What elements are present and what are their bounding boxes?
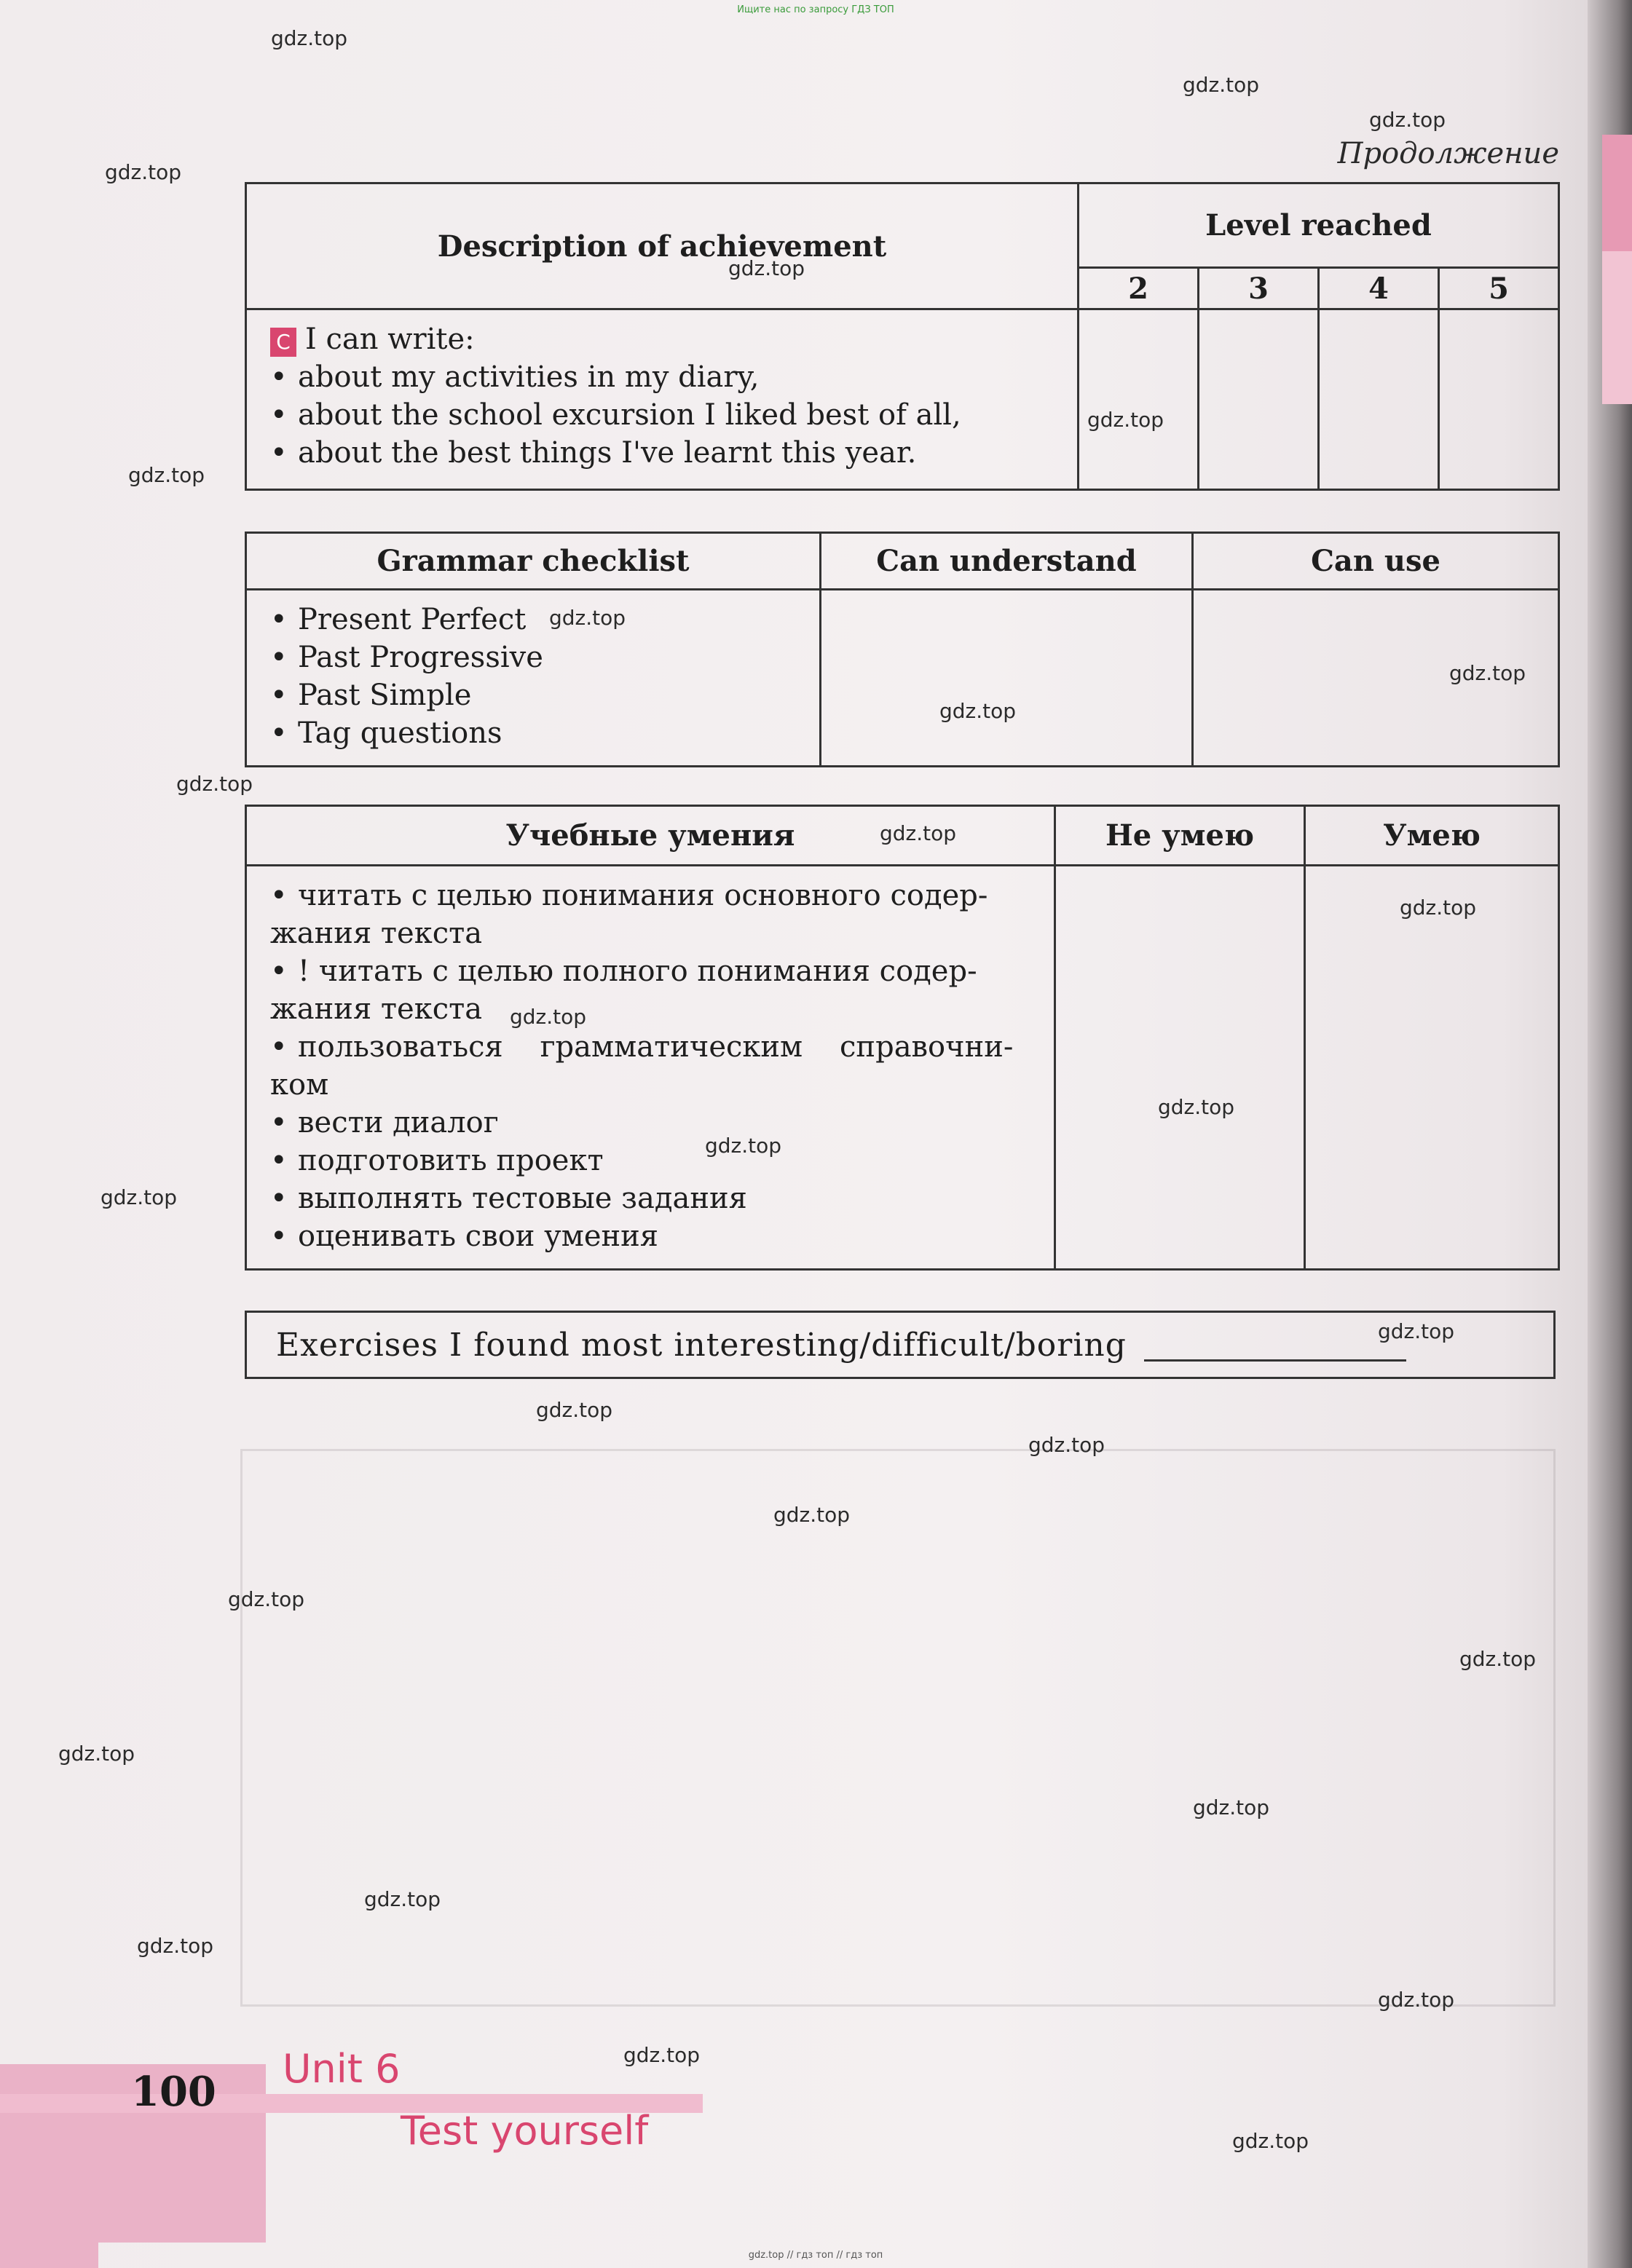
watermark: gdz.top bbox=[271, 26, 348, 50]
can-understand-header: Can understand bbox=[821, 533, 1193, 590]
watermark: gdz.top bbox=[58, 1742, 135, 1766]
can-cell[interactable] bbox=[1305, 866, 1559, 1270]
level-4: 4 bbox=[1319, 268, 1439, 309]
watermark: gdz.top bbox=[1378, 1988, 1455, 2012]
bleed-through-table bbox=[240, 1449, 1556, 2007]
can-understand-cell[interactable] bbox=[821, 590, 1193, 767]
watermark: gdz.top bbox=[1459, 1647, 1537, 1671]
level-2-cell[interactable] bbox=[1079, 309, 1199, 490]
list-item: • Present Perfect bbox=[270, 603, 527, 636]
list-item: • Tag questions bbox=[270, 716, 502, 750]
level-5-cell[interactable] bbox=[1439, 309, 1559, 490]
list-item: • Past Progressive bbox=[270, 641, 543, 674]
watermark: gdz.top bbox=[1183, 73, 1260, 97]
site-header-text: Ищите нас по запросу ГДЗ ТОП bbox=[737, 4, 894, 15]
can-header: Умею bbox=[1305, 806, 1559, 866]
can-use-header: Can use bbox=[1193, 533, 1559, 590]
watermark: gdz.top bbox=[705, 1134, 782, 1158]
list-item: • about my activities in my diary, bbox=[270, 360, 760, 394]
cannot-cell[interactable] bbox=[1055, 866, 1305, 1270]
watermark: gdz.top bbox=[1369, 108, 1446, 132]
list-item: • подготовить проект bbox=[270, 1144, 604, 1177]
list-item: • about the best things I've learnt this year. bbox=[270, 436, 917, 470]
skills-items-cell bbox=[246, 866, 1055, 1270]
watermark: gdz.top bbox=[1378, 1319, 1455, 1343]
skills-header: Учебные умения bbox=[246, 806, 1055, 866]
level-3-cell[interactable] bbox=[1199, 309, 1319, 490]
section-title: Test yourself bbox=[401, 2108, 649, 2154]
watermark: gdz.top bbox=[510, 1005, 587, 1029]
watermark: gdz.top bbox=[1232, 2129, 1309, 2153]
exercises-box bbox=[245, 1311, 1556, 1379]
level-4-cell[interactable] bbox=[1319, 309, 1439, 490]
watermark: gdz.top bbox=[880, 821, 957, 845]
watermark: gdz.top bbox=[128, 463, 205, 487]
grammar-table bbox=[245, 532, 1560, 767]
list-item: • ! читать с целью полного понимания содер- bbox=[270, 955, 977, 988]
description-header: Description of achievement bbox=[246, 183, 1079, 309]
list-item: • Past Simple bbox=[270, 679, 472, 712]
watermark: gdz.top bbox=[100, 1185, 178, 1209]
exercises-answer-line[interactable] bbox=[1144, 1329, 1406, 1362]
watermark: gdz.top bbox=[137, 1934, 214, 1958]
level-3: 3 bbox=[1199, 268, 1319, 309]
achievement-table bbox=[245, 182, 1560, 491]
pencil-icon: C bbox=[270, 328, 296, 357]
continued-label: Продолжение bbox=[1337, 137, 1559, 170]
list-item: • оценивать свои умения bbox=[270, 1220, 659, 1253]
list-item-continuation: ком bbox=[270, 1068, 329, 1102]
watermark: gdz.top bbox=[1028, 1433, 1105, 1457]
skills-table bbox=[245, 805, 1560, 1271]
list-item-continuation: жания текста bbox=[270, 917, 483, 950]
edge-tab bbox=[1602, 251, 1632, 404]
list-item: • пользоваться грамматическим справочни- bbox=[270, 1030, 1014, 1064]
watermark: gdz.top bbox=[364, 1887, 441, 1911]
level-header: Level reached bbox=[1079, 183, 1559, 268]
watermark: gdz.top bbox=[536, 1398, 613, 1422]
list-item: • about the school excursion I liked best of all, bbox=[270, 398, 961, 432]
watermark: gdz.top bbox=[728, 256, 805, 280]
watermark: gdz.top bbox=[773, 1503, 851, 1527]
write-skills-cell bbox=[246, 309, 1079, 490]
level-2: 2 bbox=[1079, 268, 1199, 309]
grammar-items-cell bbox=[246, 590, 821, 767]
exercises-label: Exercises I found most interesting/difficult/boring bbox=[276, 1326, 1127, 1364]
list-item: • вести диалог bbox=[270, 1106, 499, 1139]
cannot-header: Не умею bbox=[1055, 806, 1305, 866]
watermark: gdz.top bbox=[1193, 1795, 1270, 1819]
watermark: gdz.top bbox=[228, 1587, 305, 1611]
watermark: gdz.top bbox=[1087, 408, 1164, 432]
level-5: 5 bbox=[1439, 268, 1559, 309]
watermark: gdz.top bbox=[105, 160, 182, 184]
watermark: gdz.top bbox=[1400, 896, 1477, 920]
watermark: gdz.top bbox=[1158, 1095, 1235, 1119]
watermark: gdz.top bbox=[176, 772, 253, 796]
grammar-checklist-header: Grammar checklist bbox=[246, 533, 821, 590]
list-item: • читать с целью понимания основного содер- bbox=[270, 879, 988, 912]
watermark: gdz.top bbox=[623, 2043, 701, 2067]
page-number: 100 bbox=[131, 2068, 216, 2116]
site-footer-text: gdz.top // гдз топ // гдз топ bbox=[748, 2250, 883, 2261]
list-item: • выполнять тестовые задания bbox=[270, 1182, 747, 1215]
heading-text: I can write: bbox=[305, 323, 475, 356]
edge-tab bbox=[1602, 135, 1632, 266]
watermark: gdz.top bbox=[939, 699, 1017, 723]
list-heading bbox=[270, 320, 1077, 358]
watermark: gdz.top bbox=[1449, 661, 1526, 685]
list-item-continuation: жания текста bbox=[270, 992, 483, 1026]
watermark: gdz.top bbox=[549, 606, 626, 630]
unit-title: Unit 6 bbox=[283, 2046, 401, 2092]
